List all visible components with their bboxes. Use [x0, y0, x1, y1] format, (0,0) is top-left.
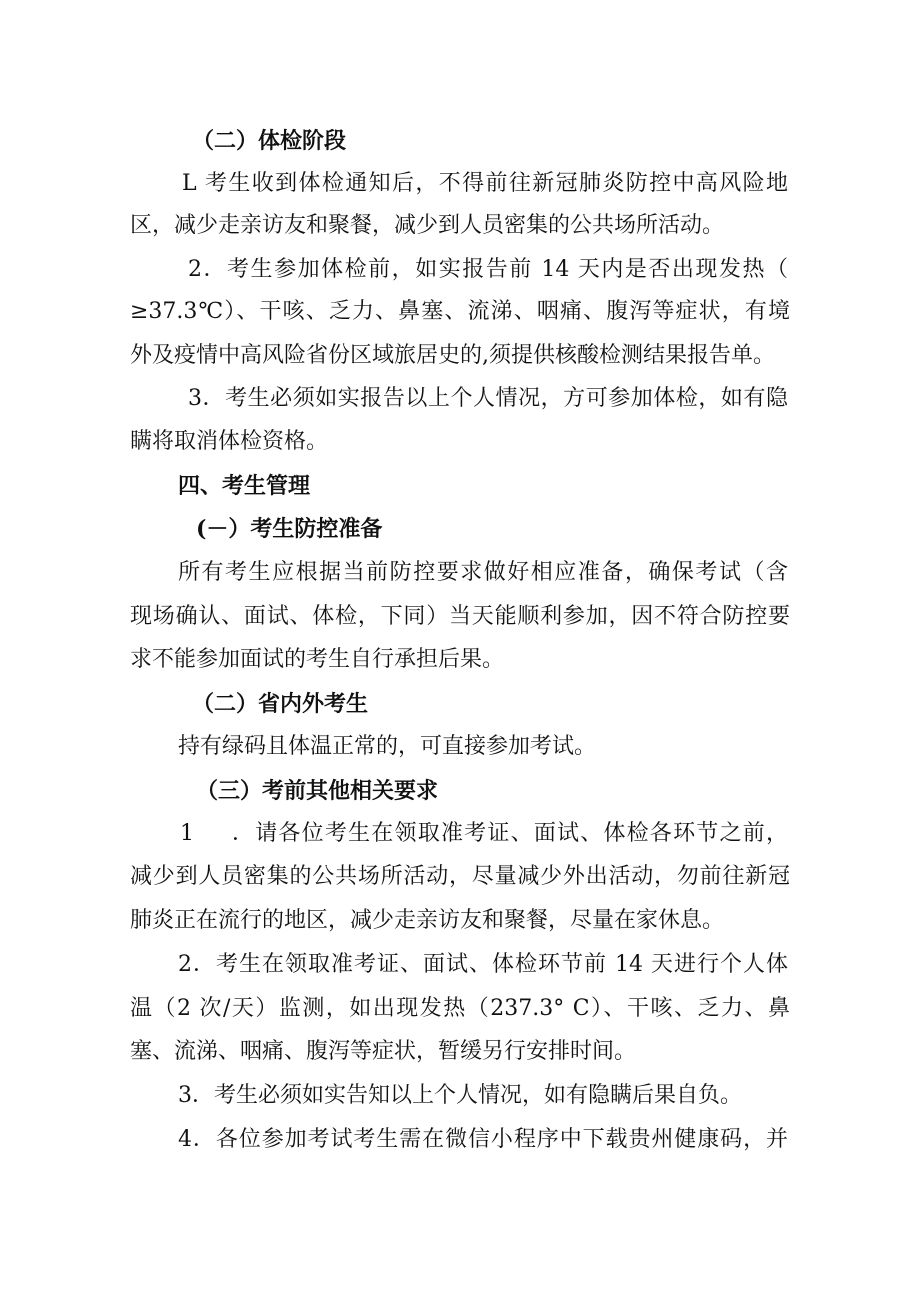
paragraph-line: 减少到人员密集的公共场所活动，尽量减少外出活动，勿前往新冠 — [130, 864, 790, 889]
paragraph-line: 3．考生必须如实告知以上个人情况，如有隐瞒后果自负。 — [178, 1083, 742, 1108]
paragraph-line: 3．考生必须如实报告以上个人情况，方可参加体检，如有隐 — [188, 386, 788, 411]
paragraph-line: L 考生收到体检通知后，不得前往新冠肺炎防控中高风险地 — [182, 171, 788, 196]
paragraph-line: 现场确认、面试、体检，下同）当天能顺利参加，因不符合防控要 — [130, 604, 790, 629]
paragraph-line: 外及疫情中高风险省份区域旅居史的,须提供核酸检测结果报告单。 — [130, 343, 775, 368]
paragraph-line: 求不能参加面试的考生自行承担后果。 — [130, 647, 505, 672]
paragraph-line: 塞、流涕、咽痛、腹泻等症状，暂缓另行安排时间。 — [130, 1039, 637, 1064]
paragraph-line: 2．考生参加体检前，如实报告前 14 天内是否出现发热（ — [188, 257, 788, 282]
paragraph-line: 4．各位参加考试考生需在微信小程序中下载贵州健康码，并 — [178, 1127, 788, 1152]
subsection-heading-other-requirements: （三）考前其他相关要求 — [196, 778, 439, 804]
paragraph-line: 瞒将取消体检资格。 — [130, 429, 329, 454]
paragraph-line: 持有绿码且体温正常的，可直接参加考试。 — [178, 734, 597, 759]
paragraph-line: 肺炎正在流行的地区，减少走亲访友和聚餐，尽量在家休息。 — [130, 908, 725, 933]
section-heading-physical-exam: （二）体检阶段 — [192, 128, 347, 154]
paragraph-line: ≥37.3℃）、干咳、乏力、鼻塞、流涕、咽痛、腹泻等症状，有境 — [130, 299, 790, 324]
paragraph-line: 区，减少走亲访友和聚餐，减少到人员密集的公共场所活动。 — [130, 213, 725, 238]
paragraph-line: ．请各位考生在领取准考证、面试、体检各环节之前， — [232, 821, 788, 846]
paragraph-line: 温（2 次/天）监测，如出现发热（237.3° C）、干咳、乏力、鼻 — [130, 996, 790, 1021]
subsection-heading-prevention: (－）考生防控准备 — [196, 516, 383, 542]
paragraph-line: 2．考生在领取准考证、面试、体检环节前 14 天进行个人体 — [178, 952, 788, 977]
paragraph-line: 所有考生应根据当前防控要求做好相应准备，确保考试（含 — [178, 560, 788, 585]
subsection-heading-candidates: （二）省内外考生 — [192, 691, 369, 717]
section-heading-candidate-management: 四、考生管理 — [178, 473, 311, 499]
list-number: 1 — [180, 821, 194, 846]
